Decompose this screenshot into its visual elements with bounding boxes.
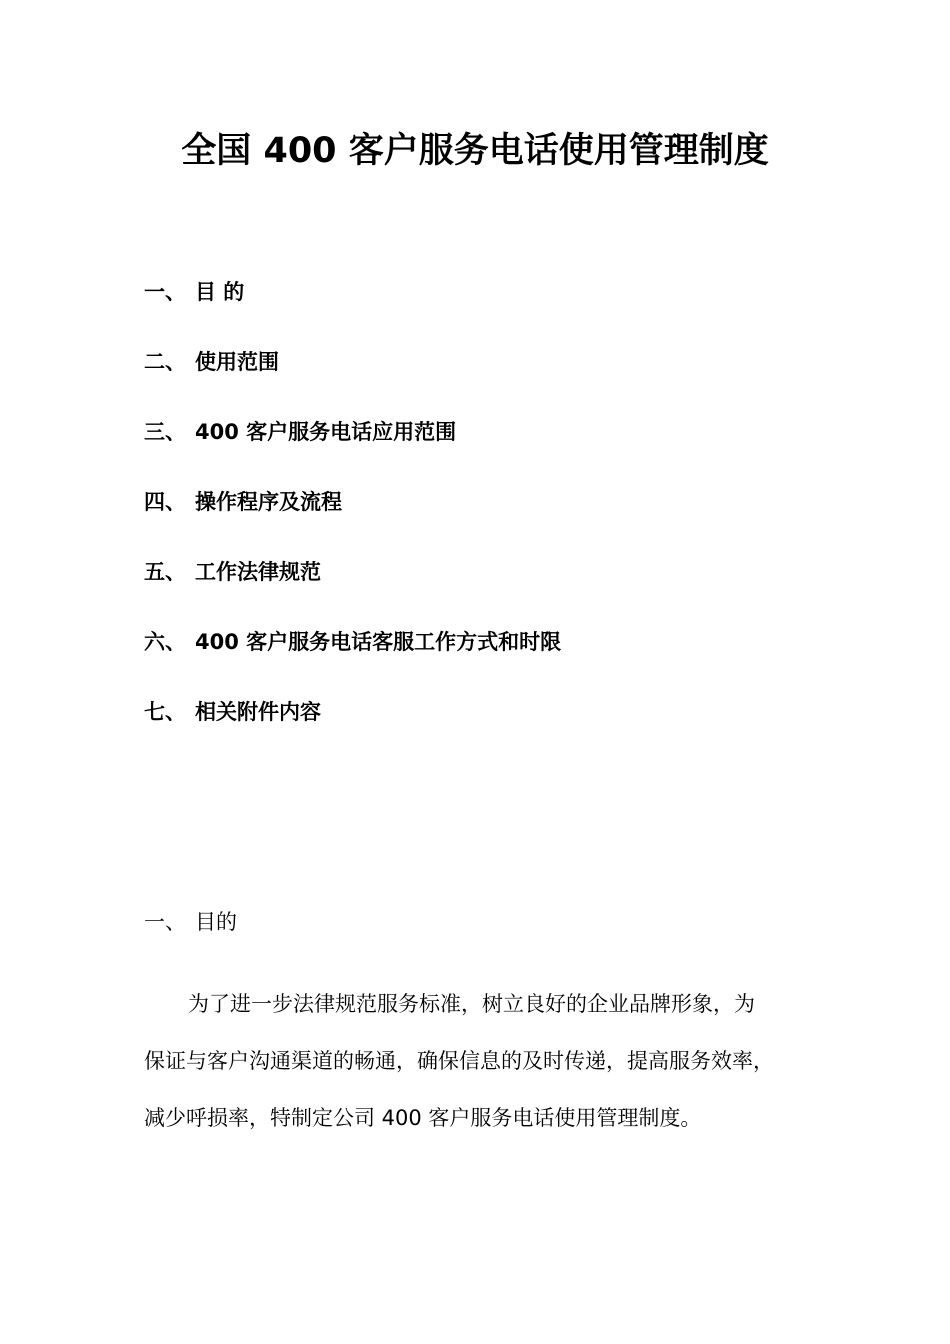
toc-item-label: 工作法律规范 — [195, 560, 321, 584]
paragraph-line: 减少呼损率，特制定公司 400 客户服务电话使用管理制度。 — [144, 1106, 702, 1130]
toc-item — [144, 486, 561, 556]
paragraph-line: 为了进一步法律规范服务标准，树立良好的企业品牌形象，为 — [188, 992, 755, 1016]
toc-item — [144, 276, 561, 346]
toc-item — [144, 346, 561, 416]
toc-item-label: 相关附件内容 — [195, 700, 321, 724]
table-of-contents — [144, 276, 561, 766]
toc-item-number: 七、 — [144, 700, 186, 724]
toc-item-number: 四、 — [144, 490, 186, 514]
section-heading — [144, 906, 237, 938]
section-number: 一、 — [144, 910, 186, 934]
toc-item — [144, 696, 561, 766]
toc-item-label: 目 的 — [195, 280, 245, 304]
toc-item-number: 一、 — [144, 280, 186, 304]
toc-item — [144, 416, 561, 486]
toc-item — [144, 556, 561, 626]
toc-item — [144, 626, 561, 696]
toc-item-number: 六、 — [144, 630, 186, 654]
paragraph-line: 保证与客户沟通渠道的畅通，确保信息的及时传递，提高服务效率， — [144, 1049, 774, 1073]
toc-item-number: 二、 — [144, 350, 186, 374]
toc-item-label: 操作程序及流程 — [195, 490, 342, 514]
section-heading-text: 目的 — [195, 910, 237, 934]
document-title: 全国 400 客户服务电话使用管理制度 — [181, 131, 769, 171]
toc-item-label: 使用范围 — [195, 350, 279, 374]
toc-item-label: 400 客户服务电话客服工作方式和时限 — [195, 630, 562, 654]
toc-item-label: 400 客户服务电话应用范围 — [195, 420, 457, 444]
toc-item-number: 三、 — [144, 420, 186, 444]
toc-item-number: 五、 — [144, 560, 186, 584]
section-paragraph — [144, 976, 814, 1147]
